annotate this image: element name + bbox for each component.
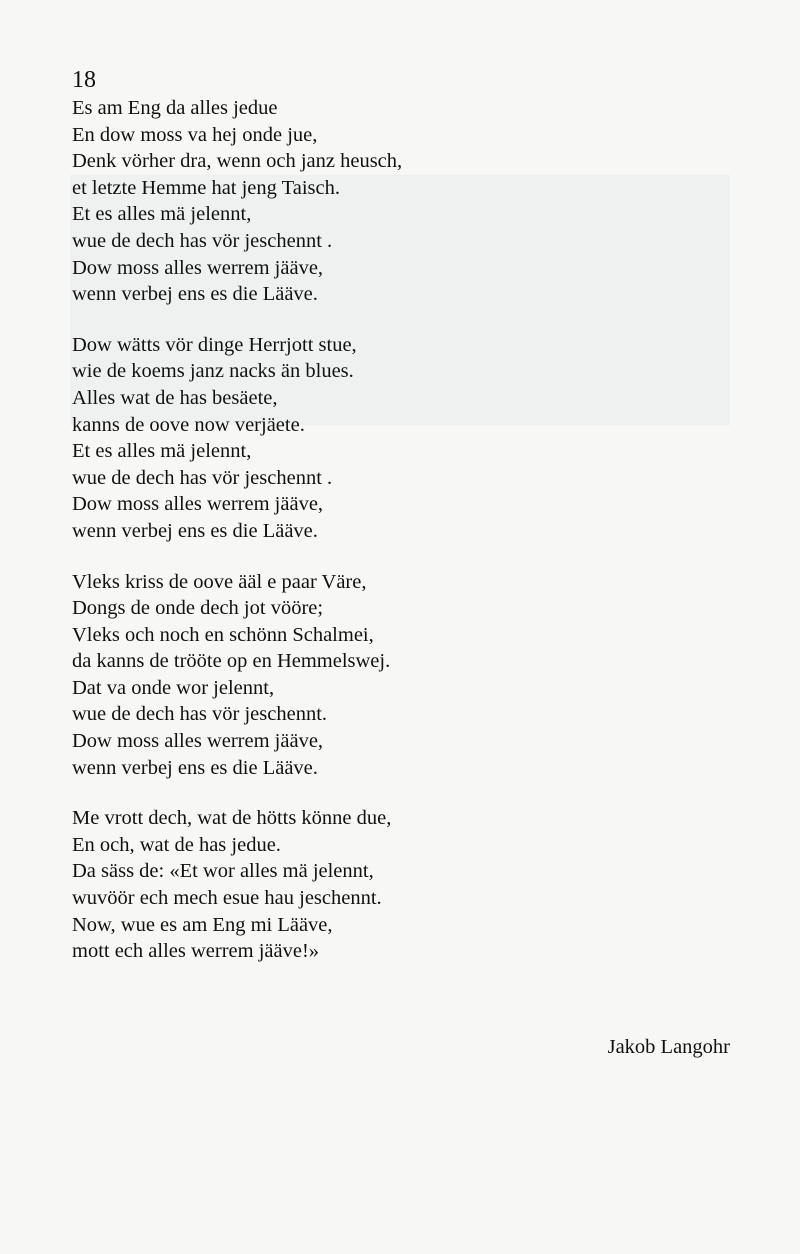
page-number: 18 (72, 67, 96, 93)
poem-line: wenn verbej ens es die Lääve. (72, 519, 318, 542)
poem-line: wenn verbej ens es die Lääve. (72, 756, 318, 779)
poem-line: En dow moss va hej onde jue, (72, 123, 318, 146)
poem-line: wuvöör ech mech esue hau jeschennt. (72, 887, 382, 910)
poem-line: Es am Eng da alles jedue (72, 97, 278, 119)
poem-line: mott ech alles werrem jääve!» (72, 940, 320, 963)
poem-line: Dongs de onde dech jot vööre; (72, 597, 324, 620)
stanza-1 (72, 95, 712, 308)
poem-line: wue de dech has vör jeschennt . (72, 466, 333, 489)
stanza-4 (72, 805, 712, 965)
poem-line: Dow moss alles werrem jääve, (72, 256, 324, 279)
stanza-3 (72, 569, 712, 782)
poem-line: Vleks och noch en schönn Schalmei, (72, 623, 374, 646)
poem-line: wie de koems janz nacks än blues. (72, 360, 354, 383)
poem-line: kanns de oove now verjäete. (72, 413, 305, 436)
poem-line: Denk vörher dra, wenn och janz heusch, (72, 150, 403, 173)
poem-line: wenn verbej ens es die Lääve. (72, 283, 318, 306)
poem-line: wue de dech has vör jeschennt. (72, 703, 328, 726)
poem-line: da kanns de trööte op en Hemmelswej. (72, 650, 391, 673)
poem-line: Dow moss alles werrem jääve, (72, 493, 324, 516)
poem-line: En och, wat de has jedue. (72, 833, 281, 856)
poem-line: Dow wätts vör dinge Herrjott stue, (72, 333, 357, 356)
poem-line: Da säss de: «Et wor alles mä jelennt, (72, 860, 374, 883)
poem (72, 95, 712, 989)
poem-line: Me vrott dech, wat de hötts könne due, (72, 807, 392, 830)
author-signature: Jakob Langohr (607, 1036, 730, 1058)
poem-line: Et es alles mä jelennt, (72, 203, 252, 226)
poem-line: Et es alles mä jelennt, (72, 440, 252, 463)
poem-line: wue de dech has vör jeschennt . (72, 229, 333, 252)
poem-line: Vleks kriss de oove ääl e paar Väre, (72, 570, 367, 593)
poem-line: Dow moss alles werrem jääve, (72, 730, 324, 753)
stanza-2 (72, 332, 712, 545)
poem-line: Dat va onde wor jelennt, (72, 676, 275, 699)
poem-line: et letzte Hemme hat jeng Taisch. (72, 176, 341, 199)
poem-line: Alles wat de has besäete, (72, 386, 278, 409)
poem-line: Now, wue es am Eng mi Lääve, (72, 913, 333, 936)
